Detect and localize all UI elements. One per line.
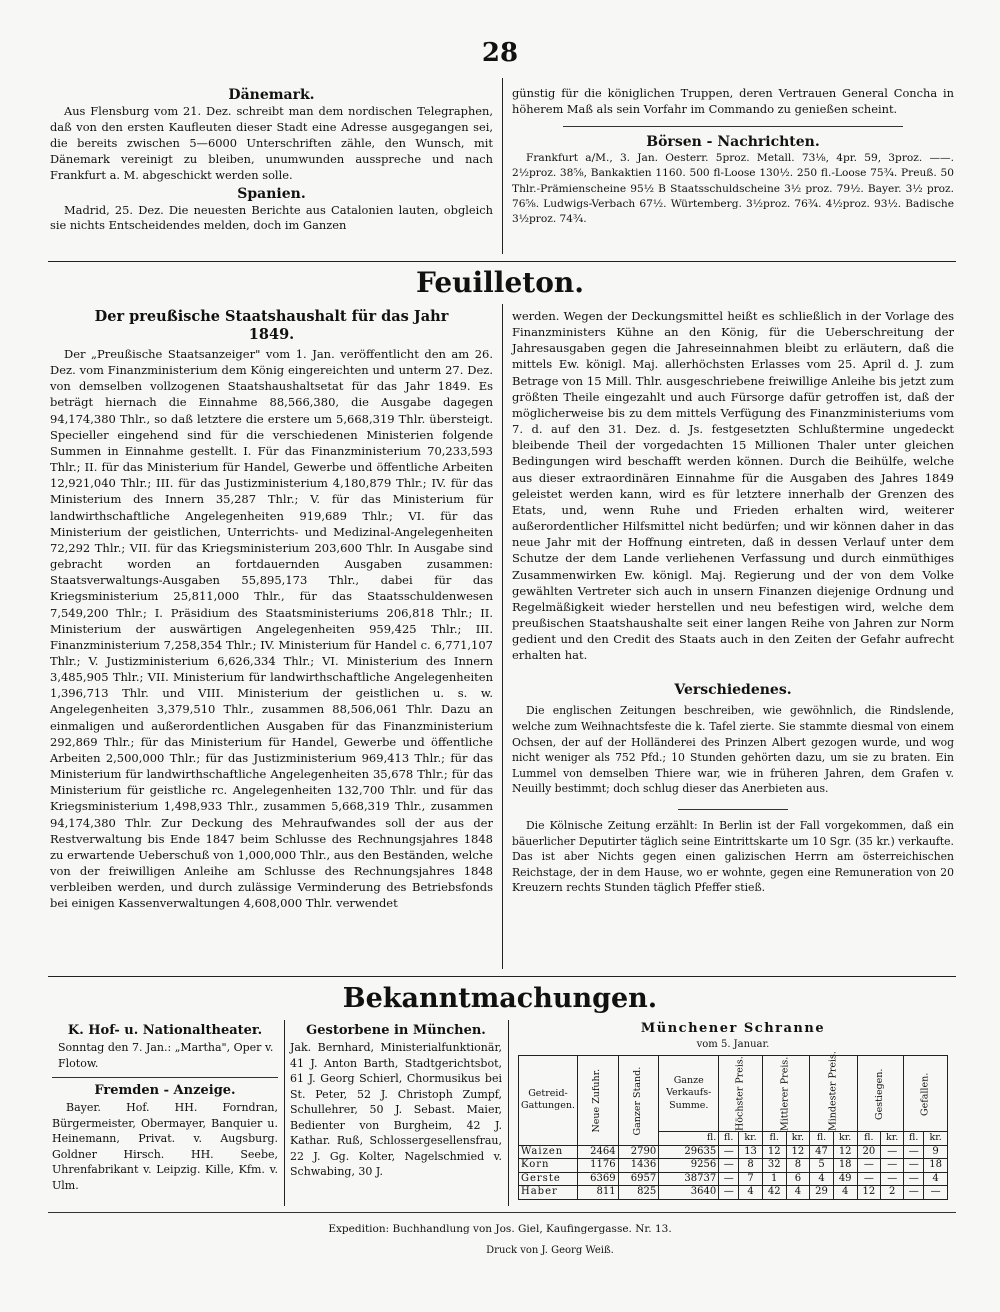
header-stand: Ganzer Stand.: [618, 1056, 659, 1146]
spanien-text: Madrid, 25. Dez. Die neuesten Berichte aus Catalonien lauten, obgleich sie nichts Entscheidendes melden, doch im Ganzen: [50, 202, 493, 233]
feuilleton-right-column: [512, 308, 954, 896]
cell-g-fl: 12: [857, 1186, 881, 1200]
cell-stand: 825: [618, 1186, 659, 1200]
header-fl: fl.: [719, 1132, 739, 1146]
feuilleton-left-column: [50, 308, 493, 911]
cell-h-fl: —: [719, 1159, 739, 1173]
cell-m-kr: 4: [786, 1186, 810, 1200]
header-fl: fl.: [762, 1132, 786, 1146]
cell-f-kr: 18: [924, 1159, 948, 1173]
cell-n-fl: 5: [810, 1159, 834, 1173]
cell-h-fl: —: [719, 1172, 739, 1186]
top-right-column: [512, 86, 954, 228]
cell-f-fl: —: [904, 1172, 924, 1186]
header-zufuhr: Neue Zufuhr.: [577, 1056, 618, 1146]
cell-f-fl: —: [904, 1159, 924, 1173]
cell-summe: 38737: [659, 1172, 719, 1186]
header-fl: fl.: [904, 1132, 924, 1146]
header-kr: kr.: [881, 1132, 904, 1146]
table-row: [519, 1145, 948, 1159]
cell-h-kr: 13: [739, 1145, 763, 1159]
cell-m-fl: 1: [762, 1172, 786, 1186]
cell-g-kr: —: [881, 1145, 904, 1159]
page-number: 28: [481, 38, 519, 68]
druck-line: Druck von J. Georg Weiß.: [486, 1245, 614, 1256]
cell-m-kr: 12: [786, 1145, 810, 1159]
cell-f-kr: 9: [924, 1145, 948, 1159]
fremden-heading: Fremden - Anzeige.: [94, 1083, 236, 1098]
article-title: Der preußische Staatshaushalt für das Jahr 1849.: [94, 308, 449, 343]
schranne-block: [518, 1020, 948, 1200]
cell-zufuhr: 6369: [577, 1172, 618, 1186]
bekanntmachungen-banner: Bekanntmachungen.: [342, 983, 658, 1014]
cell-f-kr: —: [924, 1186, 948, 1200]
theater-heading: K. Hof- u. Nationaltheater.: [67, 1023, 263, 1038]
cell-n-kr: 4: [833, 1186, 857, 1200]
cell-h-fl: —: [719, 1186, 739, 1200]
announcements-column-1: [52, 1022, 278, 1193]
cell-g-fl: —: [857, 1172, 881, 1186]
fremden-text: Bayer. Hof. HH. Forndran, Bürgermeister, Obermayer, Banquier u. Heinemann, Privat. v. Augsburg. Goldner Hirsch. HH. Seebe, Uhrenfabrikant v. Leipzig. Kille, Kfm. v. Ulm.: [52, 1101, 278, 1192]
rule: [563, 126, 903, 127]
header-kr: kr.: [786, 1132, 810, 1146]
cell-g-kr: —: [881, 1172, 904, 1186]
header-hoechster: Höchster Preis.: [719, 1056, 763, 1132]
cell-h-fl: —: [719, 1145, 739, 1159]
cell-m-fl: 32: [762, 1159, 786, 1173]
cell-m-kr: 6: [786, 1172, 810, 1186]
announcements-divider-1: [284, 1020, 285, 1206]
cell-zufuhr: 2464: [577, 1145, 618, 1159]
header-mindester: Mindester Preis.: [810, 1056, 857, 1132]
cell-n-fl: 47: [810, 1145, 834, 1159]
cell-zufuhr: 1176: [577, 1159, 618, 1173]
header-gattungen: Getreid-Gattungen.: [519, 1056, 578, 1146]
cell-stand: 1436: [618, 1159, 659, 1173]
continued-spanien-text: günstig für die königlichen Truppen, deren Vertrauen General Concha in höherem Maß als sein Vorfahr im Commando zu genießen scheint.: [512, 86, 954, 116]
cell-summe: 3640: [659, 1186, 719, 1200]
top-column-divider: [502, 78, 503, 254]
cell-f-fl: —: [904, 1145, 924, 1159]
cell-h-kr: 4: [739, 1186, 763, 1200]
cell-m-fl: 42: [762, 1186, 786, 1200]
heading-boersen: Börsen - Nachrichten.: [646, 133, 820, 150]
cell-stand: 2790: [618, 1145, 659, 1159]
cell-summe: 9256: [659, 1159, 719, 1173]
header-kr: kr.: [739, 1132, 763, 1146]
schranne-date: vom 5. Januar.: [696, 1039, 770, 1050]
daenemark-text: Aus Flensburg vom 21. Dez. schreibt man dem nordischen Telegraphen, daß von den ersten Kaufleuten dieser Stadt eine Adresse ausgegangen sei, die bereits zwischen 5—6000 Unterschriften zähle, den Wunsch, mit Dänemark vereinigt zu bleiben, unumwunden ausspreche und nach Frankfurt a. M. abgeschickt werden solle.: [50, 104, 493, 182]
feuilleton-top-rule: [48, 261, 956, 262]
staatshaushalt-continued: werden. Wegen der Deckungsmittel heißt es schließlich in der Vorlage des Finanzministers Kühne an den König, für die Ueberschreitung der Jahresausgaben gegen die Jahreseinnahmen bleibt zu erläutern, daß die mittels Ew. königl. Maj. allerhöchsten Erlasses vom 25. April d. J. zum Betrage von 15 Mill. Thlr. ausgeschriebene freiwillige Anleihe bis jetzt zum größten Theile eingezahlt und auch Fürsorge dafür getroffen ist, daß der möglicherweise bis zu dem mittels Verfügung des Finanzministeriums vom 7. d. auf den 31. Dez. d. Js. festgesetzten Schlußtermine ungedeckt bleibende Theil der vorgedachten 15 Millionen Thaler unter gleichen Bedingungen wird beschafft werden können. Durch die Beihülfe, welche aus dieser extraordinären Einnahme für die Ausgaben des Jahres 1849 geleistet werden kann, wird es für letztere innerhalb der Grenzen des Etats, und, wenn Ruhe und Frieden erhalten wird, weiterer außerordentlicher Hilfsmittel nicht bedürfen; und wir können daher in das neue Jahr mit der Hoffnung eintreten, daß in dessen Verlauf unter dem Schutze der dem Lande verliehenen Verfassung und durch einmüthiges Zusammenwirken Ew. königl. Maj. Regierung und der von dem Volke gewählten Vertreter sich auch in unsern Finanzen diejenige Ordnung und Regelmäßigkeit wieder herstellen und neu befestigen wird, welche dem preußischen Staatshaushalte seit einer langen Reihe von Jahren zur Norm gedient und den Credit des Staats auch in den Zeiten der Gefahr aufrecht erhalten hat.: [512, 309, 954, 663]
cell-stand: 6957: [618, 1172, 659, 1186]
header-kr: kr.: [833, 1132, 857, 1146]
header-gestiegen: Gestiegen.: [857, 1056, 904, 1132]
cell-g-kr: 2: [881, 1186, 904, 1200]
header-gefallen: Gefallen.: [904, 1056, 948, 1132]
expedition-line: Expedition: Buchhandlung von Jos. Giel, Kaufingergasse. Nr. 13.: [328, 1223, 672, 1235]
announcements-divider-2: [508, 1020, 509, 1206]
announcements-column-2: [290, 1022, 502, 1180]
heading-daenemark: Dänemark.: [228, 87, 315, 103]
schranne-heading: Münchener Schranne: [640, 1021, 826, 1036]
header-fl: fl.: [857, 1132, 881, 1146]
top-left-column: [50, 86, 493, 234]
cell-n-fl: 4: [810, 1172, 834, 1186]
table-row: [519, 1186, 948, 1200]
cell-n-kr: 12: [833, 1145, 857, 1159]
cell-g-kr: —: [881, 1159, 904, 1173]
feuilleton-column-divider: [502, 304, 503, 969]
gestorbene-heading: Gestorbene in München.: [306, 1023, 486, 1038]
grain-name: Korn: [519, 1159, 578, 1173]
table-row: [519, 1159, 948, 1173]
rule: [678, 809, 788, 810]
cell-n-kr: 18: [833, 1159, 857, 1173]
feuilleton-banner: Feuilleton.: [416, 266, 584, 299]
cell-f-kr: 4: [924, 1172, 948, 1186]
cell-m-fl: 12: [762, 1145, 786, 1159]
grain-name: Gerste: [519, 1172, 578, 1186]
header-fl: fl.: [810, 1132, 834, 1146]
bekanntmachungen-top-rule: [48, 976, 956, 977]
cell-h-kr: 7: [739, 1172, 763, 1186]
table-row: [519, 1172, 948, 1186]
cell-n-fl: 29: [810, 1186, 834, 1200]
gestorbene-text: Jak. Bernhard, Ministerialfunktionär, 41 J. Anton Barth, Stadtgerichtsbot, 61 J. Georg Schierl, Chormusikus bei St. Peter, 52 J. Christoph Zumpf, Schullehrer, 50 J. Sebast. Maier, Bedienter von Burgheim, 42 J. Kathar. Ruß, Schlossergesellensfrau, 22 J. Gg. Kolter, Nagelschmied v. Schwabing, 30 J.: [290, 1041, 502, 1178]
verschiedenes-text-2: Die Kölnische Zeitung erzählt: In Berlin ist der Fall vorgekommen, daß ein bäuerlicher Deputirter täglich seine Eintrittskarte um 10 Sgr. (35 kr.) verkaufte. Das ist aber Nichts gegen einen galizischen Herrn am österreichischen Reichstage, der in dem Hause, wo er wohnte, gegen eine Remuneration von 20 Kreuzern rechts Stunden täglich Pfeffer stieß.: [512, 819, 954, 895]
cell-zufuhr: 811: [577, 1186, 618, 1200]
cell-m-kr: 8: [786, 1159, 810, 1173]
cell-h-kr: 8: [739, 1159, 763, 1173]
cell-summe: 29635: [659, 1145, 719, 1159]
boersen-text: Frankfurt a/M., 3. Jan. Oesterr. 5proz. Metall. 73⅛, 4pr. 59, 3proz. ——. 2½proz. 38⅝, Bankaktien 1160. 500 fl-Loose 130½. 250 fl.-Loose 75¾. Preuß. 50 Thlr.-Prämienscheine 95½ B Staatsschuldscheine 3½ proz. 79½. Bayer. 3½ proz. 76⅝. Ludwigs-Verbach 67½. Würtemberg. 3½proz. 76¾. 4½proz. 93½. Badische 3½proz. 74¾.: [512, 151, 954, 226]
staatshaushalt-text: Der „Preußische Staatsanzeiger" vom 1. Jan. veröffentlicht den am 26. Dez. vom Finanzministerium dem König eingereichten und unterm 27. Dez. von demselben vollzogenen Staatshaushaltsetat für das Jahr 1849. Es beträgt hiernach die Einnahme 88,566,380, die Ausgabe dagegen 94,174,380 Thlr., so daß letztere die erstere um 5,668,319 Thlr. übersteigt. Specieller eingehend sind für die verschiedenen Ministerien folgende Summen in Einnahme gestellt. I. Für das Finanzministerium 70,233,593 Thlr.; II. für das Ministerium für Handel, Gewerbe und öffentliche Arbeiten 12,921,040 Thlr.; III. für das Justizministerium 4,180,879 Thlr.; IV. für das Ministerium des Innern 35,287 Thlr.; V. für das Ministerium für landwirthschaftliche Angelegenheiten 919,689 Thlr.; VI. für das Ministerium der geistlichen, Unterrichts- und Medizinal-Angelegenheiten 72,292 Thlr.; VII. für das Kriegsministerium 203,600 Thlr. In Ausgabe sind gebracht worden an fortdauernden Ausgaben zusammen: Staatsverwaltungs-Ausgaben 55,895,173 Thlr., dabei für das Kriegsministerium 25,811,000 Thlr., für das Staatsschuldenwesen 7,549,200 Thlr.; I. Präsidium des Staatsministeriums 206,818 Thlr.; II. Ministerium der auswärtigen Angelegenheiten 959,425 Thlr.; III. Finanzministerium 7,258,354 Thlr.; IV. Ministerium für Handel c. 6,771,107 Thlr.; V. Justizministerium 6,626,334 Thlr.; VI. Ministerium des Innern 3,485,905 Thlr.; VII. Ministerium für landwirthschaftliche Angelegenheiten 1,396,713 Thlr. und VIII. Ministerium der geistlichen u. s. w. Angelegenheiten 3,379,510 Thlr., zusammen 88,506,061 Thlr. Dazu an einmaligen und außerordentlichen Ausgaben für das Finanzministerium 292,869 Thlr.; für das Ministerium für Handel, Gewerbe und öffentliche Arbeiten 2,500,000 Thlr.; für das Justizministerium 969,413 Thlr.; für das Ministerium für landwirthschaftliche Angelegenheiten 35,678 Thlr.; für das Ministerium für geistliche rc. Angelegenheiten 132,700 Thlr. und für das Kriegsministerium 1,498,933 Thlr., zusammen 5,668,319 Thlr., zusammen 94,174,380 Thlr. Zur Deckung des Mehraufwandes soll der aus der Restverwaltung bis Ende 1847 beim Schlusse des Rechnungsjahres 1848 zu erwartende Ueberschuß von 1,000,000 Thlr., aus den Beständen, welche von der freiwilligen Anleihe am Schlusse des Rechnungsjahres 1848 verbleiben werden, und durch zulässige Verminderung des Betriebsfonds bei einigen Kassenverwaltungen 4,608,000 Thlr. verwendet: [50, 347, 493, 911]
header-mittel: Mittlerer Preis.: [762, 1056, 809, 1132]
grain-name: Waizen: [519, 1145, 578, 1159]
theater-text: Sonntag den 7. Jan.: „Martha", Oper v. Flotow.: [58, 1041, 274, 1070]
heading-verschiedenes: Verschiedenes.: [674, 682, 792, 699]
heading-spanien: Spanien.: [237, 185, 306, 202]
cell-f-fl: —: [904, 1186, 924, 1200]
cell-n-kr: 49: [833, 1172, 857, 1186]
cell-g-fl: —: [857, 1159, 881, 1173]
header-fl: fl.: [659, 1132, 719, 1146]
cell-g-fl: 20: [857, 1145, 881, 1159]
rule: [52, 1077, 278, 1078]
schranne-table: [518, 1051, 948, 1200]
header-kr: kr.: [924, 1132, 948, 1146]
footer-rule: [48, 1212, 956, 1213]
verschiedenes-text-1: Die englischen Zeitungen beschreiben, wie gewöhnlich, die Rindslende, welche zum Weihnachtsfeste die k. Tafel zierte. Sie stammte diesmal von einem Ochsen, der auf der Holländerei des Prinzen Albert gezogen wurde, und wog nicht weniger als 752 Pfd.; 10 Stunden gehörten dazu, um sie zu braten. Ein Lummel von demselben Thiere war, wie in früheren Jahren, dem Grafen v. Neuilly bestimmt; doch schlug dieser das Anerbieten aus.: [512, 704, 954, 796]
grain-name: Haber: [519, 1186, 578, 1200]
header-summe: Ganze Verkaufs-Summe.: [659, 1056, 719, 1132]
